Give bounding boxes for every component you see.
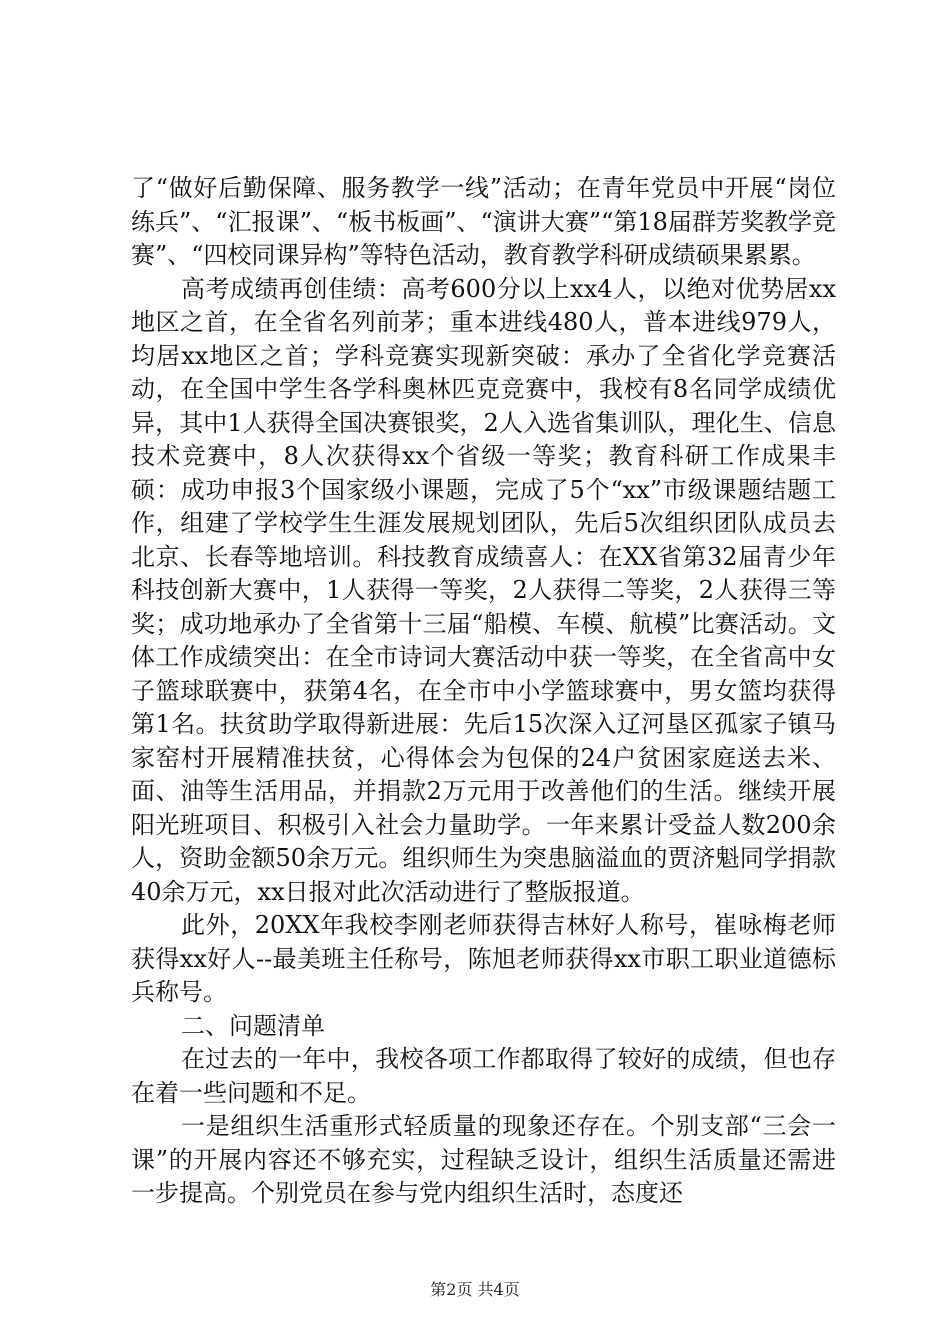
paragraph-honors: 此外，20XX年我校李刚老师获得吉林好人称号，崔咏梅老师获得xx好人--最美班主任称号，陈旭老师获得xx市职工职业道德标兵称号。: [131, 911, 836, 1006]
body-text: [131, 172, 836, 1211]
paragraph-problem-intro: 在过去的一年中，我校各项工作都取得了较好的成绩，但也存在着一些问题和不足。: [131, 1045, 836, 1107]
paragraph-activities: 了“做好后勤保障、服务教学一线”活动；在青年党员中开展“岗位练兵”、“汇报课”、“板书板画”、“演讲大赛”“第18届群芳奖教学竞赛”、“四校同课异构”等特色活动，教育教学科研成绩硕果累累。: [131, 174, 836, 269]
paragraph-problem-one: 一是组织生活重形式轻质量的现象还存在。个别支部“三会一课”的开展内容还不够充实，过程缺乏设计，组织生活质量还需进一步提高。个别党员在参与党内组织生活时，态度还: [131, 1112, 836, 1207]
page-number-footer: 第2页 共4页: [430, 1280, 520, 1299]
section-heading-problem-list: 二、问题清单: [181, 1011, 325, 1040]
paragraph-achievements: 高考成绩再创佳绩：高考600分以上xx4人，以绝对优势居xx地区之首，在全省名列前茅；重本进线480人，普本进线979人，均居xx地区之首；学科竞赛实现新突破：承办了全省化学竞赛活动，在全国中学生各学科奥林匹克竞赛中，我校有8名同学成绩优异，其中1人获得全国决赛银奖，2人入选省集训队，理化生、信息技术竞赛中，8人次获得xx个省级一等奖；教育科研工作成果丰硕：成功申报3个国家级小课题，完成了5个“xx”市级课题结题工作，组建了学校学生生涯发展规划团队，先后5次组织团队成员去北京、长春等地培训。科技教育成绩喜人：在XX省第32届青少年科技创新大赛中，1人获得一等奖，2人获得二等奖，2人获得三等奖；成功地承办了全省第十三届“船模、车模、航模”比赛活动。文体工作成绩突出：在全市诗词大赛活动中获一等奖，在全省高中女子篮球联赛中，获第4名，在全市中小学篮球赛中，男女篮均获得第1名。扶贫助学取得新进展：先后15次深入辽河垦区孤家子镇马家窑村开展精准扶贫，心得体会为包保的24户贫困家庭送去米、面、油等生活用品，并捐款2万元用于改善他们的生活。继续开展阳光班项目、积极引入社会力量助学。一年来累计受益人数200余人，资助金额50余万元。组织师生为突患脑溢血的贾济魁同学捐款40余万元，xx日报对此次活动进行了整版报道。: [131, 274, 836, 906]
